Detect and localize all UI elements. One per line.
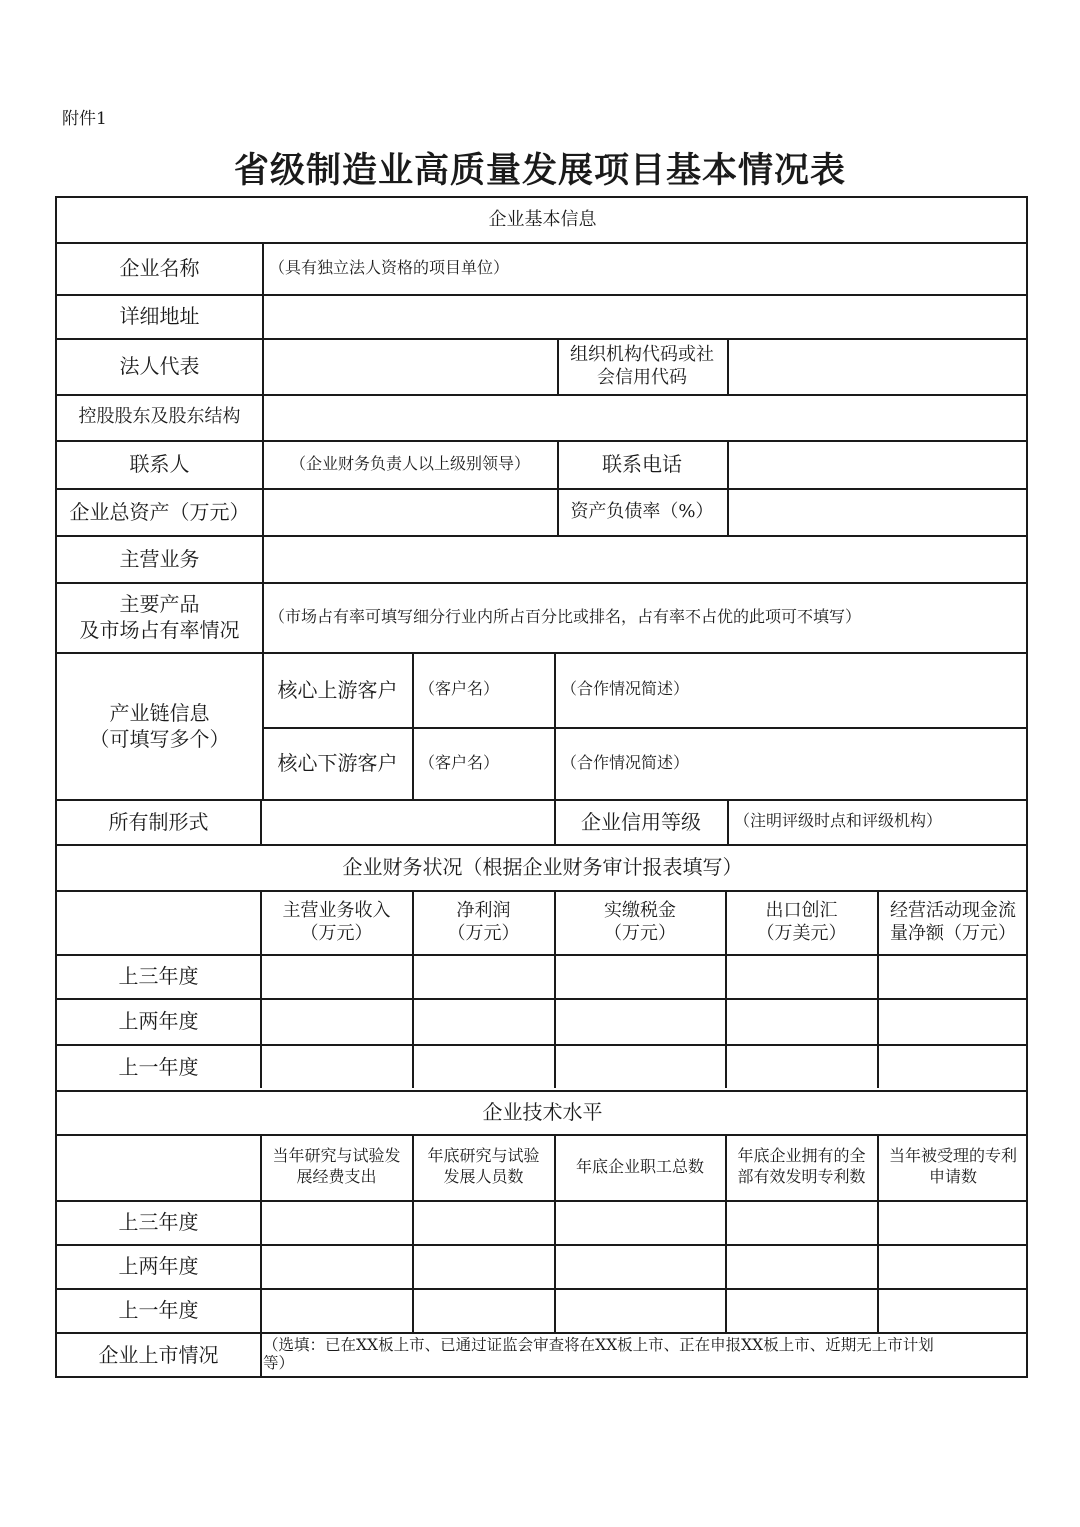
tech-col-patents-owned — [726, 1134, 877, 1200]
col-line: 实缴税金 — [604, 899, 676, 921]
listing-field[interactable] — [263, 1332, 1025, 1378]
tech-data-cell[interactable] — [555, 1288, 725, 1332]
shareholder-label: 控股股东及股东结构 — [78, 406, 241, 428]
col-line: 发展人员数 — [443, 1167, 524, 1186]
phone-label: 联系电话 — [602, 452, 682, 476]
financial-data-cell[interactable] — [261, 1044, 412, 1088]
col-line: 经营活动现金流 — [890, 899, 1016, 921]
section-header-financial: 企业财务状况（根据企业财务审计报表填写） — [342, 855, 743, 879]
financial-col-revenue — [261, 890, 412, 954]
listing-hint-line1: （选填：已在XX板上市、已通过证监会审查将在XX板上市、正在申报XX板上市、近期无上市计划 — [263, 1336, 934, 1355]
financial-data-cell[interactable] — [261, 954, 412, 998]
tech-data-cell[interactable] — [726, 1200, 877, 1244]
ownership-label: 所有制形式 — [108, 809, 209, 834]
financial-data-cell[interactable] — [261, 998, 412, 1044]
tech-col-employees — [555, 1134, 725, 1200]
tech-col-rd-staff — [413, 1134, 554, 1200]
contact-label: 联系人 — [129, 452, 190, 476]
chain-label-line2: （可填写多个） — [89, 726, 230, 751]
col-line: （万美元） — [756, 923, 847, 944]
col-line: 年底研究与试验 — [427, 1146, 540, 1166]
tech-row-label: 上三年度 — [118, 1210, 199, 1234]
financial-data-cell[interactable] — [555, 998, 725, 1044]
org-code-label — [557, 338, 727, 394]
total-assets-field[interactable] — [263, 488, 557, 535]
col-line: 主营业务收入 — [282, 899, 391, 921]
col-line: 出口创汇 — [765, 899, 838, 921]
financial-col-net-profit — [413, 890, 554, 954]
main-products-label — [57, 582, 262, 652]
listing-hint-line2: 等） — [263, 1354, 295, 1372]
upstream-cooperation-field[interactable]: （合作情况简述） — [561, 679, 690, 699]
tech-row-label: 上两年度 — [118, 1254, 199, 1278]
shareholder-field[interactable] — [263, 394, 1028, 440]
col-line: （万元） — [447, 923, 520, 944]
info-form-table — [55, 196, 1028, 1378]
chain-label-line1: 产业链信息 — [109, 700, 210, 725]
col-line: （万元） — [300, 923, 373, 944]
section-header-tech: 企业技术水平 — [482, 1100, 603, 1124]
financial-data-cell[interactable] — [555, 954, 725, 998]
financial-data-cell[interactable] — [413, 998, 554, 1044]
col-line: 量净额（万元） — [890, 923, 1016, 944]
page-title: 省级制造业高质量发展项目基本情况表 — [233, 150, 846, 191]
main-products-label-line1: 主要产品 — [119, 592, 200, 616]
main-products-label-line2: 及市场占有率情况 — [79, 618, 240, 642]
tech-data-cell[interactable] — [555, 1244, 725, 1288]
col-line: （万元） — [604, 923, 676, 944]
debt-ratio-label: 资产负债率（%） — [570, 500, 714, 522]
financial-data-cell[interactable] — [726, 954, 877, 998]
listing-label: 企业上市情况 — [98, 1343, 219, 1367]
col-line: 申请数 — [928, 1167, 977, 1186]
org-code-field[interactable] — [728, 338, 1028, 394]
tech-data-cell[interactable] — [726, 1288, 877, 1332]
tech-data-cell[interactable] — [261, 1200, 412, 1244]
financial-col-tax — [555, 890, 725, 954]
tech-data-cell[interactable] — [261, 1288, 412, 1332]
legal-rep-field[interactable] — [263, 338, 557, 394]
downstream-customer-field[interactable]: （客户名） — [419, 752, 500, 772]
financial-data-cell[interactable] — [413, 1044, 554, 1088]
credit-label: 企业信用等级 — [581, 809, 701, 834]
downstream-cooperation-field[interactable]: （合作情况简述） — [561, 752, 690, 772]
financial-row-label: 上两年度 — [118, 1009, 199, 1033]
main-business-label: 主营业务 — [119, 546, 200, 571]
address-field[interactable] — [263, 294, 1028, 338]
org-code-label-line2: 会信用代码 — [597, 367, 687, 388]
tech-data-cell[interactable] — [413, 1288, 554, 1332]
company-name-label: 企业名称 — [119, 256, 200, 280]
main-products-field[interactable]: （市场占有率可填写细分行业内所占百分比或排名，占有率不占优的此项可不填写） — [269, 606, 862, 626]
debt-ratio-field[interactable] — [728, 488, 1028, 535]
financial-row-label: 上一年度 — [118, 1055, 199, 1079]
financial-col-export — [726, 890, 877, 954]
financial-data-cell[interactable] — [878, 998, 1028, 1044]
downstream-label: 核心下游客户 — [277, 751, 398, 775]
phone-field[interactable] — [728, 440, 1028, 488]
tech-data-cell[interactable] — [878, 1244, 1028, 1288]
address-label: 详细地址 — [119, 304, 200, 328]
tech-data-cell[interactable] — [413, 1244, 554, 1288]
financial-data-cell[interactable] — [726, 1044, 877, 1088]
financial-col-cashflow — [878, 890, 1028, 954]
total-assets-label: 企业总资产（万元） — [69, 499, 250, 524]
legal-rep-label: 法人代表 — [119, 354, 200, 378]
chain-label — [57, 652, 262, 799]
col-line: 当年研究与试验发 — [272, 1146, 401, 1166]
col-line: 展经费支出 — [296, 1167, 377, 1186]
tech-col-patent-applications — [878, 1134, 1028, 1200]
tech-row-label: 上一年度 — [118, 1298, 199, 1322]
tech-col-rd-expense — [261, 1134, 412, 1200]
upstream-label: 核心上游客户 — [277, 677, 398, 702]
main-business-field[interactable] — [263, 535, 1028, 582]
attachment-label: 附件1 — [62, 109, 107, 129]
financial-data-cell[interactable] — [878, 1044, 1028, 1088]
upstream-customer-field[interactable]: （客户名） — [419, 679, 500, 699]
col-line: 净利润 — [456, 899, 511, 921]
section-header-basic: 企业基本信息 — [488, 209, 597, 231]
tech-data-cell[interactable] — [878, 1200, 1028, 1244]
company-name-field[interactable]: （具有独立法人资格的项目单位） — [269, 257, 510, 277]
financial-data-cell[interactable] — [726, 998, 877, 1044]
ownership-field[interactable] — [261, 799, 554, 844]
financial-row-label: 上三年度 — [118, 964, 199, 988]
col-line: 年底企业拥有的全 — [737, 1146, 866, 1166]
financial-data-cell[interactable] — [878, 954, 1028, 998]
tech-data-cell[interactable] — [878, 1288, 1028, 1332]
financial-data-cell[interactable] — [555, 1044, 725, 1088]
financial-data-cell[interactable] — [413, 954, 554, 998]
col-line: 年底企业职工总数 — [575, 1156, 704, 1176]
tech-data-cell[interactable] — [261, 1244, 412, 1288]
contact-field[interactable]: （企业财务负责人以上级别领导） — [289, 453, 530, 473]
col-line: 当年被受理的专利 — [888, 1146, 1017, 1166]
tech-data-cell[interactable] — [555, 1200, 725, 1244]
credit-field[interactable]: （注明评级时点和评级机构） — [734, 811, 943, 831]
tech-data-cell[interactable] — [726, 1244, 877, 1288]
org-code-label-line1: 组织机构代码或社 — [570, 343, 714, 365]
col-line: 部有效发明专利数 — [737, 1167, 866, 1186]
tech-data-cell[interactable] — [413, 1200, 554, 1244]
